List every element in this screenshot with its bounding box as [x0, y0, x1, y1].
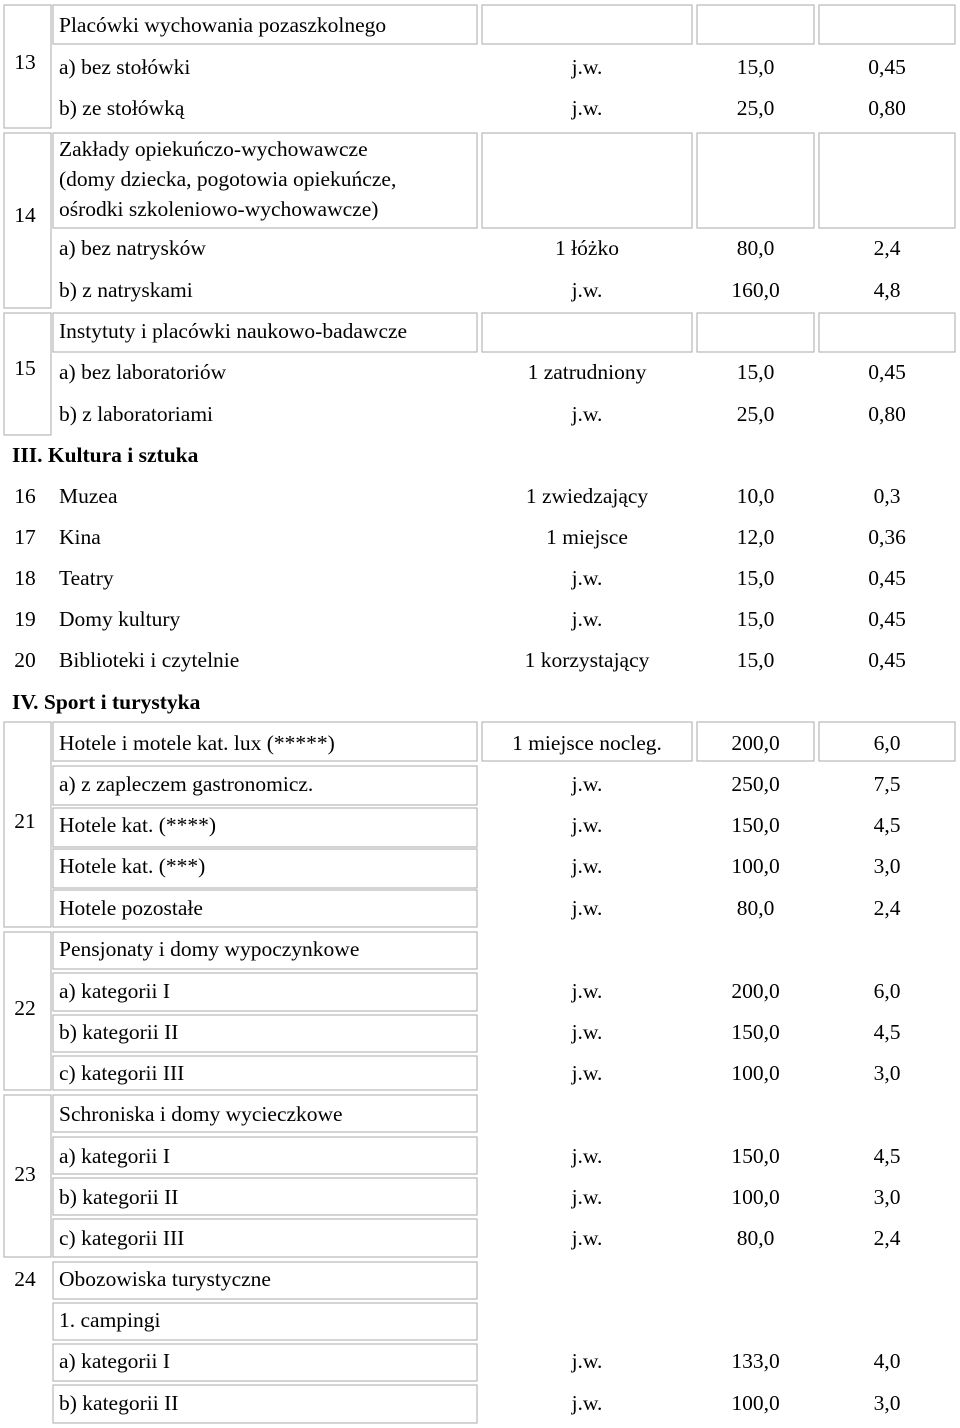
coefficient-cell: 7,5: [873, 772, 901, 796]
facility-name: a) z zapleczem gastronomicz.: [59, 772, 314, 796]
quantity-cell: 15,0: [736, 607, 775, 631]
section-heading: III. Kultura i sztuka: [12, 443, 199, 467]
unit-cell: j.w.: [571, 979, 603, 1003]
coefficient-cell: 0,36: [868, 525, 906, 549]
unit-cell: j.w.: [571, 1349, 603, 1373]
quantity-cell: 150,0: [731, 1144, 780, 1168]
facility-name: b) z natryskami: [59, 278, 193, 302]
facility-name: b) kategorii II: [59, 1185, 179, 1209]
unit-cell: 1 łóżko: [555, 236, 619, 260]
unit-cell: 1 korzystający: [524, 648, 650, 672]
facility-name: Biblioteki i czytelnie: [59, 648, 240, 672]
coefficient-cell: 4,8: [873, 278, 901, 302]
unit-cell: j.w.: [571, 854, 603, 878]
quantity-cell: 80,0: [736, 236, 775, 260]
quantity-cell: 15,0: [736, 566, 775, 590]
coefficient-cell: 2,4: [873, 896, 901, 920]
coefficient-cell: 3,0: [873, 1061, 901, 1085]
coefficient-cell: 3,0: [873, 854, 901, 878]
unit-cell: j.w.: [571, 896, 603, 920]
unit-cell: j.w.: [571, 607, 603, 631]
coefficient-cell: 2,4: [873, 1226, 901, 1250]
coefficient-cell: 6,0: [873, 731, 901, 755]
coefficient-cell: 2,4: [873, 236, 901, 260]
unit-cell: j.w.: [571, 772, 603, 796]
coefficient-cell: 0,45: [868, 566, 906, 590]
unit-cell: j.w.: [571, 566, 603, 590]
unit-cell: j.w.: [571, 813, 603, 837]
facility-name: a) kategorii I: [59, 1349, 171, 1373]
row-number: 22: [14, 996, 36, 1020]
facility-name: b) ze stołówką: [59, 96, 185, 120]
unit-cell: j.w.: [571, 55, 603, 79]
facility-name: Teatry: [59, 566, 114, 590]
facility-name: Hotele i motele kat. lux (*****): [59, 731, 335, 755]
facility-name: b) z laboratoriami: [59, 402, 214, 426]
quantity-cell: 10,0: [736, 484, 775, 508]
row-number: 18: [14, 566, 36, 590]
quantity-cell: 12,0: [736, 525, 775, 549]
quantity-cell: 133,0: [731, 1349, 780, 1373]
quantity-cell: 100,0: [731, 854, 780, 878]
facility-name: Hotele kat. (****): [59, 813, 217, 837]
quantity-cell: 200,0: [731, 731, 780, 755]
coefficient-cell: 0,80: [868, 96, 906, 120]
unit-cell: 1 zwiedzający: [525, 484, 649, 508]
facility-name: a) bez stołówki: [59, 55, 191, 79]
facility-name: ośrodki szkoleniowo-wychowawcze): [59, 197, 379, 221]
facility-name: Pensjonaty i domy wypoczynkowe: [59, 937, 360, 961]
facility-name: Zakłady opiekuńczo-wychowawcze: [59, 137, 368, 161]
quantity-cell: 80,0: [736, 896, 775, 920]
facility-name: c) kategorii III: [59, 1226, 185, 1250]
facility-name: Obozowiska turystyczne: [59, 1267, 271, 1291]
coefficient-cell: 0,45: [868, 648, 906, 672]
facility-name: Muzea: [59, 484, 118, 508]
facility-name: (domy dziecka, pogotowia opiekuńcze,: [59, 167, 397, 191]
quantity-cell: 100,0: [731, 1391, 780, 1415]
quantity-cell: 15,0: [736, 55, 775, 79]
quantity-cell: 200,0: [731, 979, 780, 1003]
quantity-cell: 15,0: [736, 648, 775, 672]
facility-name: Placówki wychowania pozaszkolnego: [59, 13, 387, 37]
coefficient-cell: 0,45: [868, 360, 906, 384]
row-number: 23: [14, 1162, 36, 1186]
quantity-cell: 160,0: [731, 278, 780, 302]
unit-cell: j.w.: [571, 1020, 603, 1044]
unit-cell: 1 miejsce: [546, 525, 628, 549]
quantity-cell: 150,0: [731, 1020, 780, 1044]
coefficient-cell: 4,5: [873, 813, 901, 837]
coefficient-cell: 0,45: [868, 607, 906, 631]
unit-cell: j.w.: [571, 402, 603, 426]
row-number: 13: [14, 50, 36, 74]
facility-name: Instytuty i placówki naukowo-badawcze: [59, 319, 408, 343]
quantity-cell: 150,0: [731, 813, 780, 837]
facility-name: a) bez laboratoriów: [59, 360, 227, 384]
facility-name: a) kategorii I: [59, 1144, 171, 1168]
section-heading: IV. Sport i turystyka: [12, 690, 201, 714]
facility-name: c) kategorii III: [59, 1061, 185, 1085]
facility-name: Schroniska i domy wycieczkowe: [59, 1102, 343, 1126]
coefficient-cell: 0,3: [873, 484, 901, 508]
unit-cell: j.w.: [571, 1144, 603, 1168]
facility-name: a) kategorii I: [59, 979, 171, 1003]
facility-name: Hotele kat. (***): [59, 854, 206, 878]
quantity-cell: 25,0: [736, 96, 775, 120]
unit-cell: j.w.: [571, 278, 603, 302]
unit-cell: 1 zatrudniony: [527, 360, 647, 384]
facility-name: b) kategorii II: [59, 1391, 179, 1415]
row-number: 16: [14, 484, 36, 508]
coefficient-cell: 0,80: [868, 402, 906, 426]
quantity-cell: 250,0: [731, 772, 780, 796]
coefficient-cell: 3,0: [873, 1391, 901, 1415]
quantity-cell: 15,0: [736, 360, 775, 384]
coefficient-cell: 4,5: [873, 1144, 901, 1168]
row-number: 14: [14, 203, 36, 227]
quantity-cell: 80,0: [736, 1226, 775, 1250]
facility-name: Hotele pozostałe: [59, 896, 203, 920]
quantity-cell: 25,0: [736, 402, 775, 426]
facility-name: a) bez natrysków: [59, 236, 206, 260]
facility-name: b) kategorii II: [59, 1020, 179, 1044]
unit-cell: j.w.: [571, 1226, 603, 1250]
row-number: 21: [14, 809, 36, 833]
coefficient-cell: 3,0: [873, 1185, 901, 1209]
unit-cell: j.w.: [571, 1391, 603, 1415]
quantity-cell: 100,0: [731, 1061, 780, 1085]
quantity-cell: 100,0: [731, 1185, 780, 1209]
unit-cell: j.w.: [571, 1185, 603, 1209]
coefficient-cell: 6,0: [873, 979, 901, 1003]
coefficient-cell: 0,45: [868, 55, 906, 79]
row-number: 19: [14, 607, 36, 631]
coefficient-cell: 4,0: [873, 1349, 901, 1373]
coefficient-cell: 4,5: [873, 1020, 901, 1044]
row-number: 24: [14, 1267, 36, 1291]
facility-name: 1. campingi: [59, 1308, 161, 1332]
unit-cell: j.w.: [571, 1061, 603, 1085]
row-number: 17: [14, 525, 36, 549]
row-number: 15: [14, 356, 36, 380]
facility-name: Domy kultury: [59, 607, 181, 631]
facility-name: Kina: [59, 525, 101, 549]
unit-cell: j.w.: [571, 96, 603, 120]
row-number: 20: [14, 648, 36, 672]
unit-cell: 1 miejsce nocleg.: [512, 731, 662, 755]
